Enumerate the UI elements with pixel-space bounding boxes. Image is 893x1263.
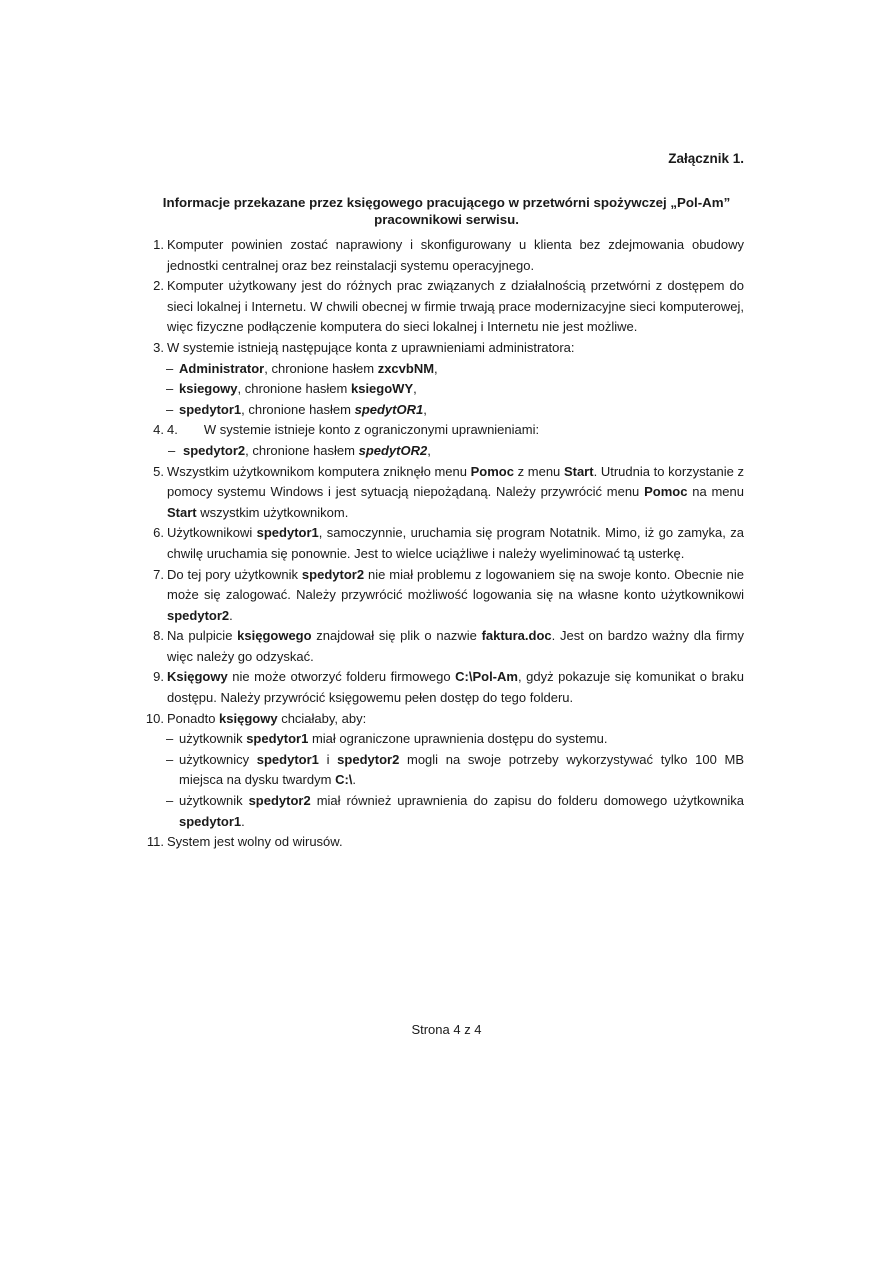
list-item-2 <box>142 276 748 338</box>
account-text: , <box>423 401 427 417</box>
menu-name: Start <box>563 463 594 479</box>
item-text: miał ograniczone uprawnienia dostępu do systemu. <box>308 731 608 747</box>
item-text: . Utrudnia to korzystanie z pomocy systemu Windows i jest sytuacją niepożądaną. Należy przywrócić menu <box>167 463 748 500</box>
item-number: 9. <box>153 669 164 685</box>
username: spedytor1 <box>256 751 319 767</box>
item-number: 6. <box>153 525 164 541</box>
username: Księgowy <box>167 669 228 685</box>
item-text: , samoczynnie, uruchamia się program Notatnik. Mimo, iż go zamyka, za chwilę uruchamia się ponownie. Jest to wielce uciążliwe i należy wyeliminować tą usterkę. <box>167 525 748 561</box>
item-text: Do tej pory użytkownik <box>167 566 302 582</box>
item-text: W systemie istnieją następujące konta z uprawnieniami administratora: <box>167 339 575 355</box>
item-number: 8. <box>153 628 164 644</box>
account-admin <box>142 359 744 380</box>
numbered-list <box>142 235 748 853</box>
item-text: . Jest on bardzo ważny dla firmy więc należy go odzyskać. <box>167 628 748 664</box>
account-text: , chronione hasłem <box>264 360 378 376</box>
item-text: znajdował się plik o nazwie <box>311 628 482 644</box>
item-text: z menu <box>513 463 564 479</box>
page-number: Strona 4 z 4 <box>411 1022 482 1037</box>
account-username: ksiegowy <box>179 381 238 397</box>
item-number: 1. <box>153 237 164 252</box>
item-text: chciałaby, aby: <box>277 710 367 726</box>
username: spedytor2 <box>301 566 365 582</box>
item-number: 5. <box>153 463 164 479</box>
username: spedytor2 <box>337 751 400 767</box>
item-number: 11. <box>146 834 164 850</box>
dash-bullet: – <box>166 731 174 747</box>
item-text: użytkownik <box>179 731 247 747</box>
menu-name: Pomoc <box>470 463 514 479</box>
item-text: i <box>318 751 338 767</box>
list-item-6 <box>142 523 748 564</box>
account-username: spedytor2 <box>183 442 246 458</box>
item-text: nie miał problemu z logowaniem się na swoje konto. Obecnie nie może się zalogować. Należy przywrócić możliwość logowania się na własne konto użytkownikowi <box>167 566 748 603</box>
account-username: Administrator <box>179 360 265 376</box>
item-text: użytkownicy <box>179 751 257 767</box>
account-text: , chronione hasłem <box>245 442 359 458</box>
dash-bullet: – <box>166 751 174 767</box>
username: księgowy <box>219 710 278 726</box>
item-text: . <box>241 813 245 829</box>
sub-item-2 <box>142 750 748 791</box>
folder-path: C:\Pol-Am <box>455 669 518 685</box>
list-item-11 <box>142 832 744 853</box>
username: spedytor2 <box>248 793 311 809</box>
list-item-3 <box>142 338 744 359</box>
item-text: W systemie istnieje konto z ograniczonymi uprawnieniami: <box>203 422 540 438</box>
item-number: 4. <box>153 422 164 438</box>
list-item-5 <box>142 462 748 524</box>
annex-label: Załącznik 1. <box>668 151 744 166</box>
item-text: Komputer powinien zostać naprawiony i skonfigurowany u klienta bez zdejmowania obudowy jednostki centralnej oraz bez reinstalacji systemu operacyjnego. <box>167 237 748 273</box>
account-text: , <box>434 360 438 376</box>
username: księgowego <box>237 628 312 644</box>
item-text: mogli na swoje potrzeby wykorzystywać tylko 100 MB miejsca na dysku twardym <box>179 751 748 788</box>
menu-name: Start <box>167 504 197 520</box>
item-text: na menu <box>687 484 748 500</box>
username: spedytor1 <box>256 525 319 541</box>
account-password: spedytOR1 <box>354 401 424 417</box>
dash-bullet: – <box>166 793 174 809</box>
item-number: 2. <box>153 278 164 294</box>
item-text: użytkownik <box>179 793 249 809</box>
item-text: . <box>352 772 357 788</box>
username: spedytor1 <box>179 813 242 829</box>
item-text: , gdyż pokazuje się komunikat o braku dostępu. Należy przywrócić księgowemu pełen dostęp do tego folderu. <box>167 669 748 706</box>
item-text: . <box>229 607 233 623</box>
item-text: Komputer użytkowany jest do różnych prac związanych z działalnością przetwórni z dostępem do sieci lokalnej i Internetu. W chwili obecnej w firmie trwają prace modernizacyjne sieci komputerowej, więc fizyczne podłączenie komputera do sieci lokalnej i Internetu nie jest możliwe. <box>167 278 748 335</box>
username: spedytor1 <box>246 731 309 747</box>
account-text: , chronione hasłem <box>237 381 351 397</box>
list-item-7 <box>142 565 748 627</box>
username: spedytor2 <box>167 607 230 623</box>
dash-bullet: – <box>166 401 174 417</box>
item-number: 10. <box>145 710 164 726</box>
account-text: , chronione hasłem <box>241 401 355 417</box>
dash-bullet: – <box>166 381 174 397</box>
item-text: System jest wolny od wirusów. <box>167 834 343 850</box>
account-password: ksiegoWY <box>350 381 414 397</box>
list-item-9 <box>142 667 748 708</box>
item-number: 3. <box>153 339 164 355</box>
item-text: miał również uprawnienia do zapisu do folderu domowego użytkownika <box>310 793 748 809</box>
account-text: , <box>427 442 431 458</box>
menu-name: Pomoc <box>644 484 688 500</box>
list-item-4 <box>142 420 744 441</box>
account-text: , <box>413 381 417 397</box>
sub-item-3 <box>142 791 748 832</box>
sub-item-1 <box>142 729 744 750</box>
item-number-duplicate: 4. <box>167 422 178 438</box>
item-text: Wszystkim użytkownikom komputera zniknęło menu <box>167 463 471 479</box>
dash-bullet: – <box>168 442 176 458</box>
account-ksiegowy <box>142 379 744 400</box>
list-item-8 <box>142 626 748 667</box>
account-password: zxcvbNM <box>377 360 435 376</box>
dash-bullet: – <box>166 360 174 376</box>
account-password: spedytOR2 <box>358 442 428 458</box>
drive-path: C:\ <box>335 772 353 788</box>
account-spedytor2 <box>142 441 744 462</box>
account-username: spedytor1 <box>179 401 242 417</box>
title-line-1: Informacje przekazane przez księgowego pracującego w przetwórni spożywczej „Pol-Am” <box>162 195 731 210</box>
item-text: nie może otworzyć folderu firmowego <box>227 669 456 685</box>
item-text: wszystkim użytkownikom. <box>196 504 349 520</box>
file-name: faktura.doc <box>481 628 552 644</box>
item-text: Użytkownikowi <box>167 525 257 541</box>
title-line-2: pracownikowi serwisu. <box>374 212 519 227</box>
item-number: 7. <box>153 566 164 582</box>
account-spedytor1 <box>142 400 744 421</box>
item-text: Ponadto <box>167 710 220 726</box>
document-title <box>130 194 763 228</box>
item-text: Na pulpicie <box>167 628 238 644</box>
list-item-10 <box>142 709 744 730</box>
list-item-1 <box>142 235 748 276</box>
